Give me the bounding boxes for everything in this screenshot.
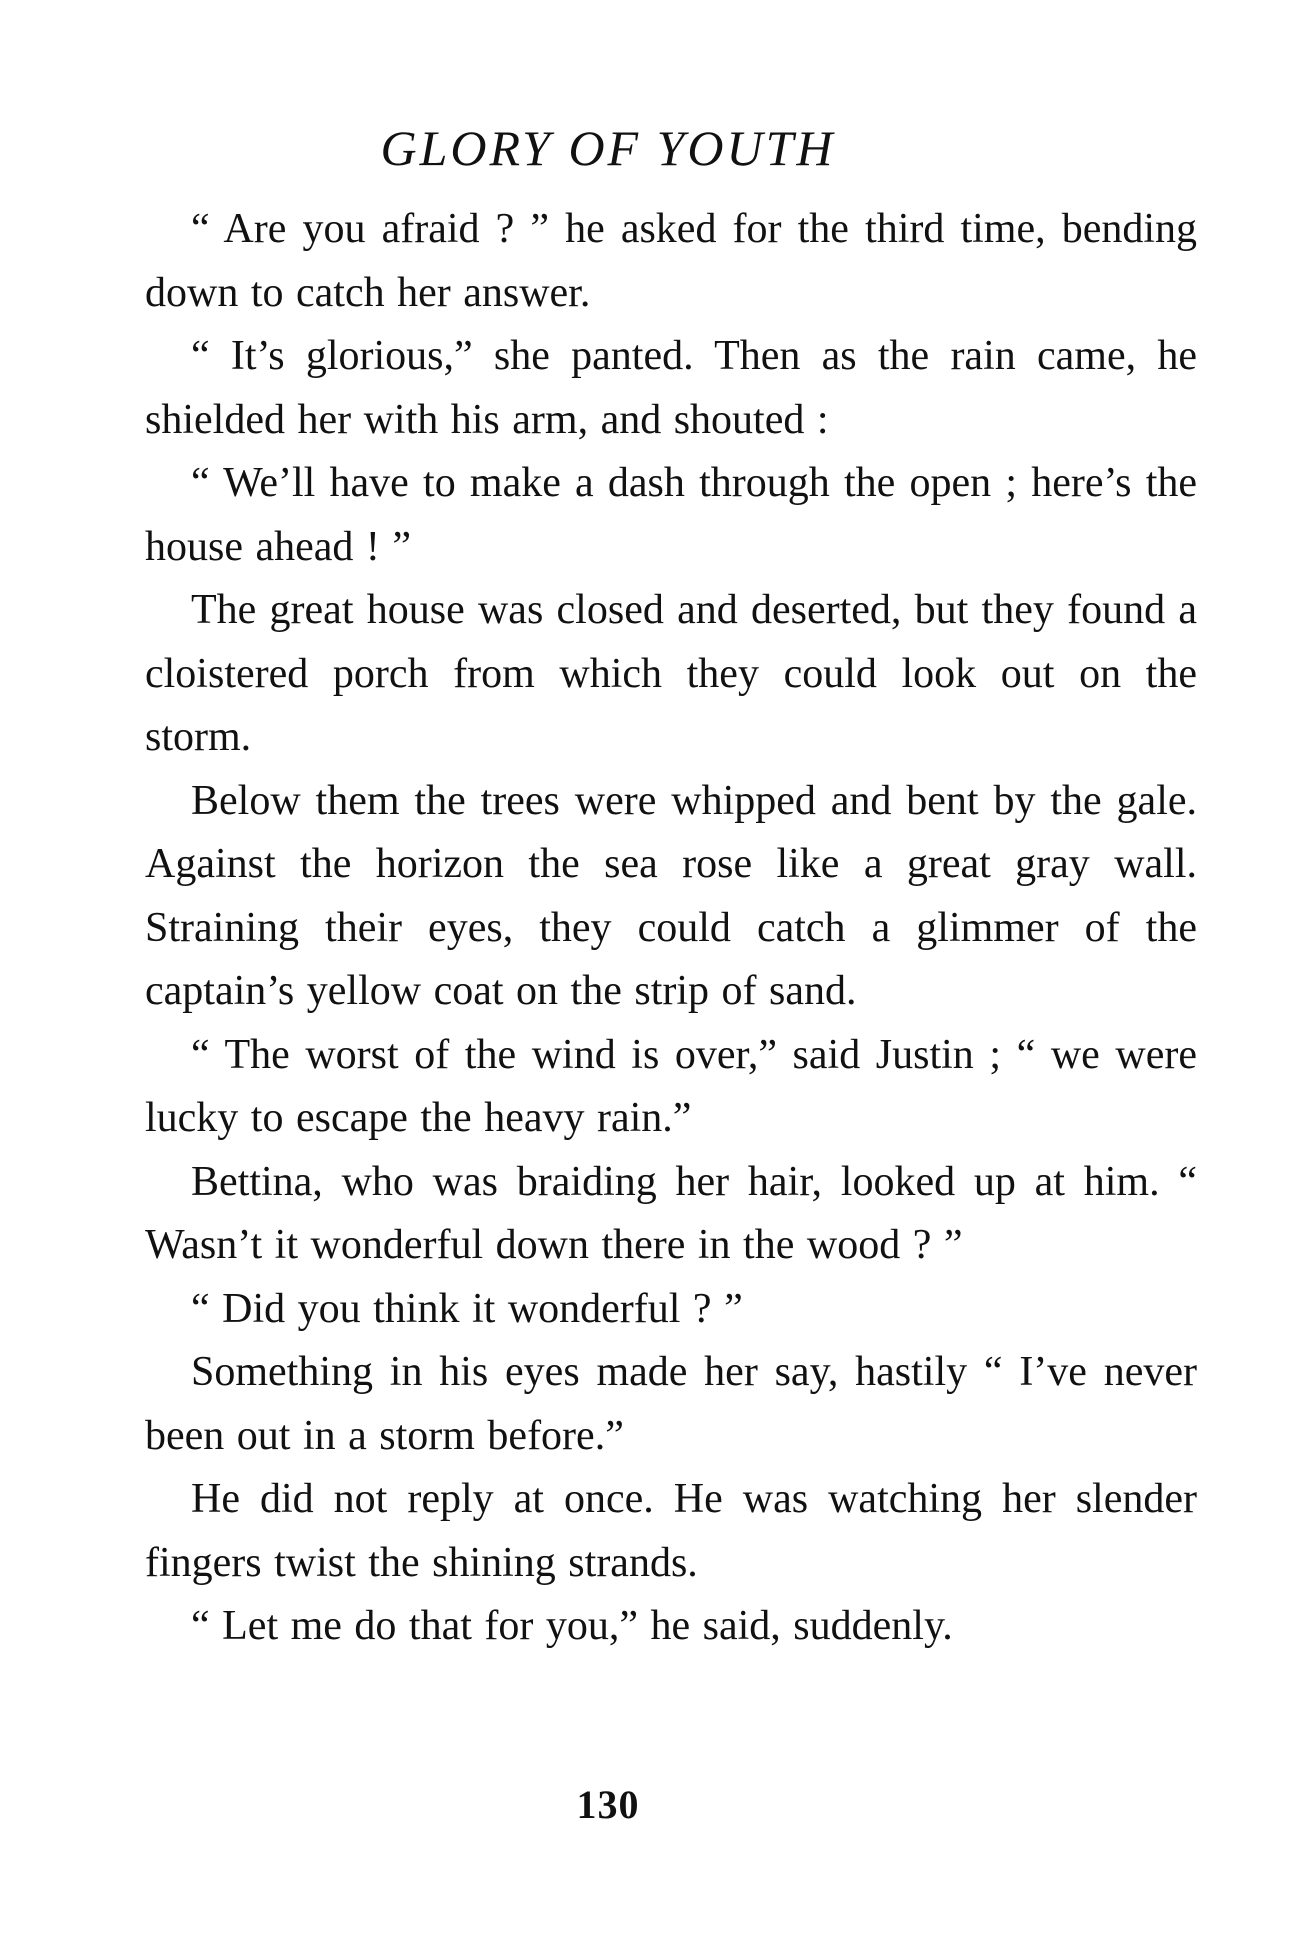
paragraph: Below them the trees were whipped and bent by the gale. Against the horizon the sea rose like a great gray wall. Straining their eyes, they could catch a glimmer of the captain’s yellow coat on the strip of sand.: [145, 777, 1197, 1014]
paragraph: The great house was closed and deserted, but they found a cloistered porch from which they could look out on the storm.: [145, 587, 1197, 760]
paragraph: “ Did you think it wonderful ? ”: [191, 1285, 743, 1332]
paragraph: “ The worst of the wind is over,” said Justin ; “ we were lucky to escape the heavy rain.”: [145, 1031, 1197, 1141]
paragraph: Bettina, who was braiding her hair, looked up at him. “ Wasn’t it wonderful down there in the wood ? ”: [145, 1158, 1197, 1268]
page-number: 130: [576, 1782, 640, 1827]
paragraph: “ Are you afraid ? ” he asked for the third time, bending down to catch her answer.: [145, 206, 1197, 316]
paragraph: He did not reply at once. He was watching her slender fingers twist the shining strands.: [145, 1476, 1197, 1586]
paragraph: “ It’s glorious,” she panted. Then as the rain came, he shielded her with his arm, and shouted :: [145, 333, 1197, 443]
paragraph: “ Let me do that for you,” he said, suddenly.: [191, 1603, 953, 1649]
paragraph: “ We’ll have to make a dash through the open ; here’s the house ahead ! ”: [145, 460, 1197, 570]
paragraph: Something in his eyes made her say, hastily “ I’ve never been out in a storm before.”: [145, 1349, 1197, 1459]
running-title: GLORY OF YOUTH: [380, 120, 836, 176]
body-text: [145, 198, 1197, 1659]
